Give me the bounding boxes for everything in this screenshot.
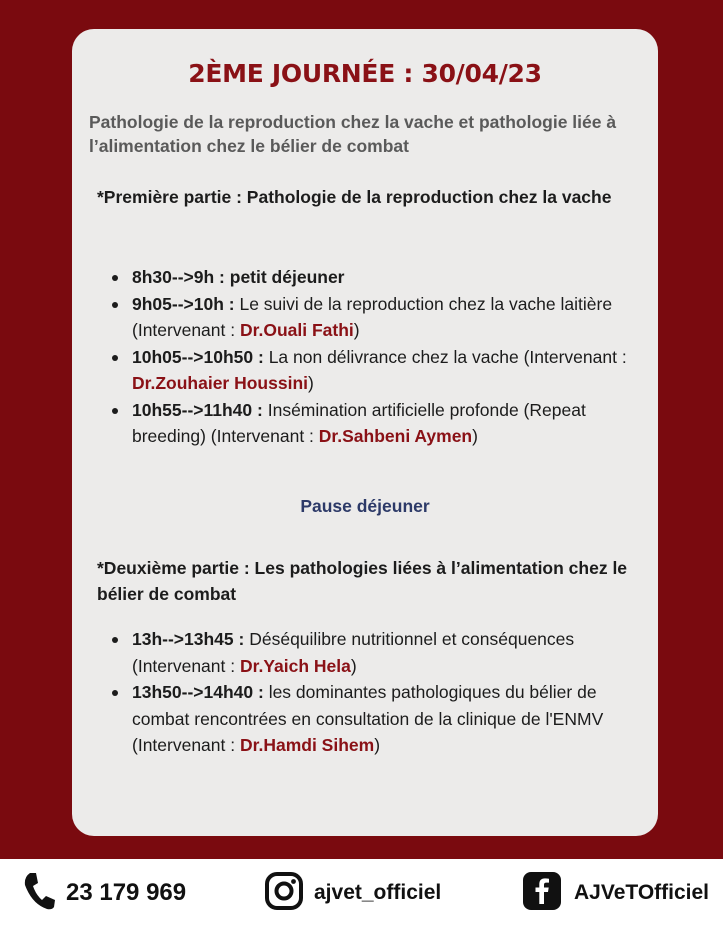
- schedule-item: 13h50-->14h40 : les dominantes pathologiques du bélier de combat rencontrées en consultation de la clinique de l'ENMV (Intervenant : Dr.Hamdi Sihem): [100, 679, 655, 759]
- part2-schedule: [100, 626, 655, 759]
- session-time: 13h-->13h45: [132, 629, 234, 649]
- phone-contact[interactable]: [22, 859, 186, 927]
- lunch-break-label: Pause déjeuner: [300, 496, 430, 516]
- schedule-item: 10h55-->11h40 : Insémination artificielle profonde (Repeat breeding) (Intervenant : Dr.Sahbeni Aymen): [100, 397, 655, 450]
- bullet-icon: [112, 355, 118, 361]
- session-time: 8h30-->9h: [132, 267, 215, 287]
- part2-title: *Deuxième partie : Les pathologies liées à l’alimentation chez le bélier de combat: [97, 558, 628, 604]
- day-subtitle: Pathologie de la reproduction chez la vache et pathologie liée à l’alimentation chez le bélier de combat: [89, 112, 617, 156]
- speaker-name: Dr.Zouhaier Houssini: [132, 373, 308, 393]
- facebook-icon: [522, 871, 562, 916]
- instagram-handle: ajvet_officiel: [314, 881, 442, 904]
- session-time: 10h05-->10h50: [132, 346, 254, 367]
- part1-schedule: [100, 264, 655, 450]
- phone-icon: [22, 871, 56, 916]
- session-topic: les dominantes pathologiques du bélier de combat rencontrées en consultation de la clinique de l'ENMV (Intervenant :: [132, 682, 604, 755]
- session-topic: Insémination artificielle profonde (Repeat breeding) (Intervenant :: [132, 399, 586, 446]
- bullet-icon: [112, 690, 118, 696]
- facebook-link[interactable]: [522, 859, 709, 927]
- session-time: 9h05-->10h: [132, 293, 224, 314]
- instagram-link[interactable]: [264, 859, 441, 927]
- session-topic: Le suivi de la reproduction chez la vache laitière (Intervenant :: [132, 293, 613, 340]
- session-topic: petit déjeuner: [229, 267, 345, 287]
- bullet-icon: [112, 275, 118, 281]
- part1-title: *Première partie : Pathologie de la reproduction chez la vache: [97, 187, 612, 207]
- session-topic: Déséquilibre nutritionnel et conséquences (Intervenant :: [132, 629, 575, 676]
- phone-number: 23 179 969: [66, 879, 187, 906]
- session-time: 13h50-->14h40: [132, 682, 254, 702]
- schedule-item: 13h-->13h45 : Déséquilibre nutritionnel et conséquences (Intervenant : Dr.Yaich Hela): [100, 626, 655, 679]
- contact-footer: [0, 859, 723, 927]
- session-time: 10h55-->11h40: [132, 399, 253, 420]
- instagram-icon: [264, 871, 304, 916]
- facebook-page: AJVeTOfficiel: [574, 881, 710, 904]
- speaker-name: Dr.Yaich Hela: [239, 655, 351, 676]
- bullet-icon: [112, 408, 118, 414]
- schedule-item: 9h05-->10h : Le suivi de la reproduction chez la vache laitière (Intervenant : Dr.Ouali Fathi): [100, 291, 655, 344]
- session-topic: La non délivrance chez la vache (Intervenant :: [268, 346, 627, 367]
- schedule-item: 8h30-->9h : petit déjeuner: [100, 264, 655, 291]
- speaker-name: Dr.Hamdi Sihem: [239, 735, 375, 755]
- schedule-item: 10h05-->10h50 : La non délivrance chez la vache (Intervenant : Dr.Zouhaier Houssini): [100, 344, 655, 397]
- bullet-icon: [112, 637, 118, 643]
- page-title: 2ÈME JOURNÉE : 30/04/23: [188, 59, 542, 88]
- speaker-name: Dr.Ouali Fathi: [239, 320, 354, 340]
- program-card: [72, 29, 658, 836]
- speaker-name: Dr.Sahbeni Aymen: [318, 426, 473, 446]
- bullet-icon: [112, 302, 118, 308]
